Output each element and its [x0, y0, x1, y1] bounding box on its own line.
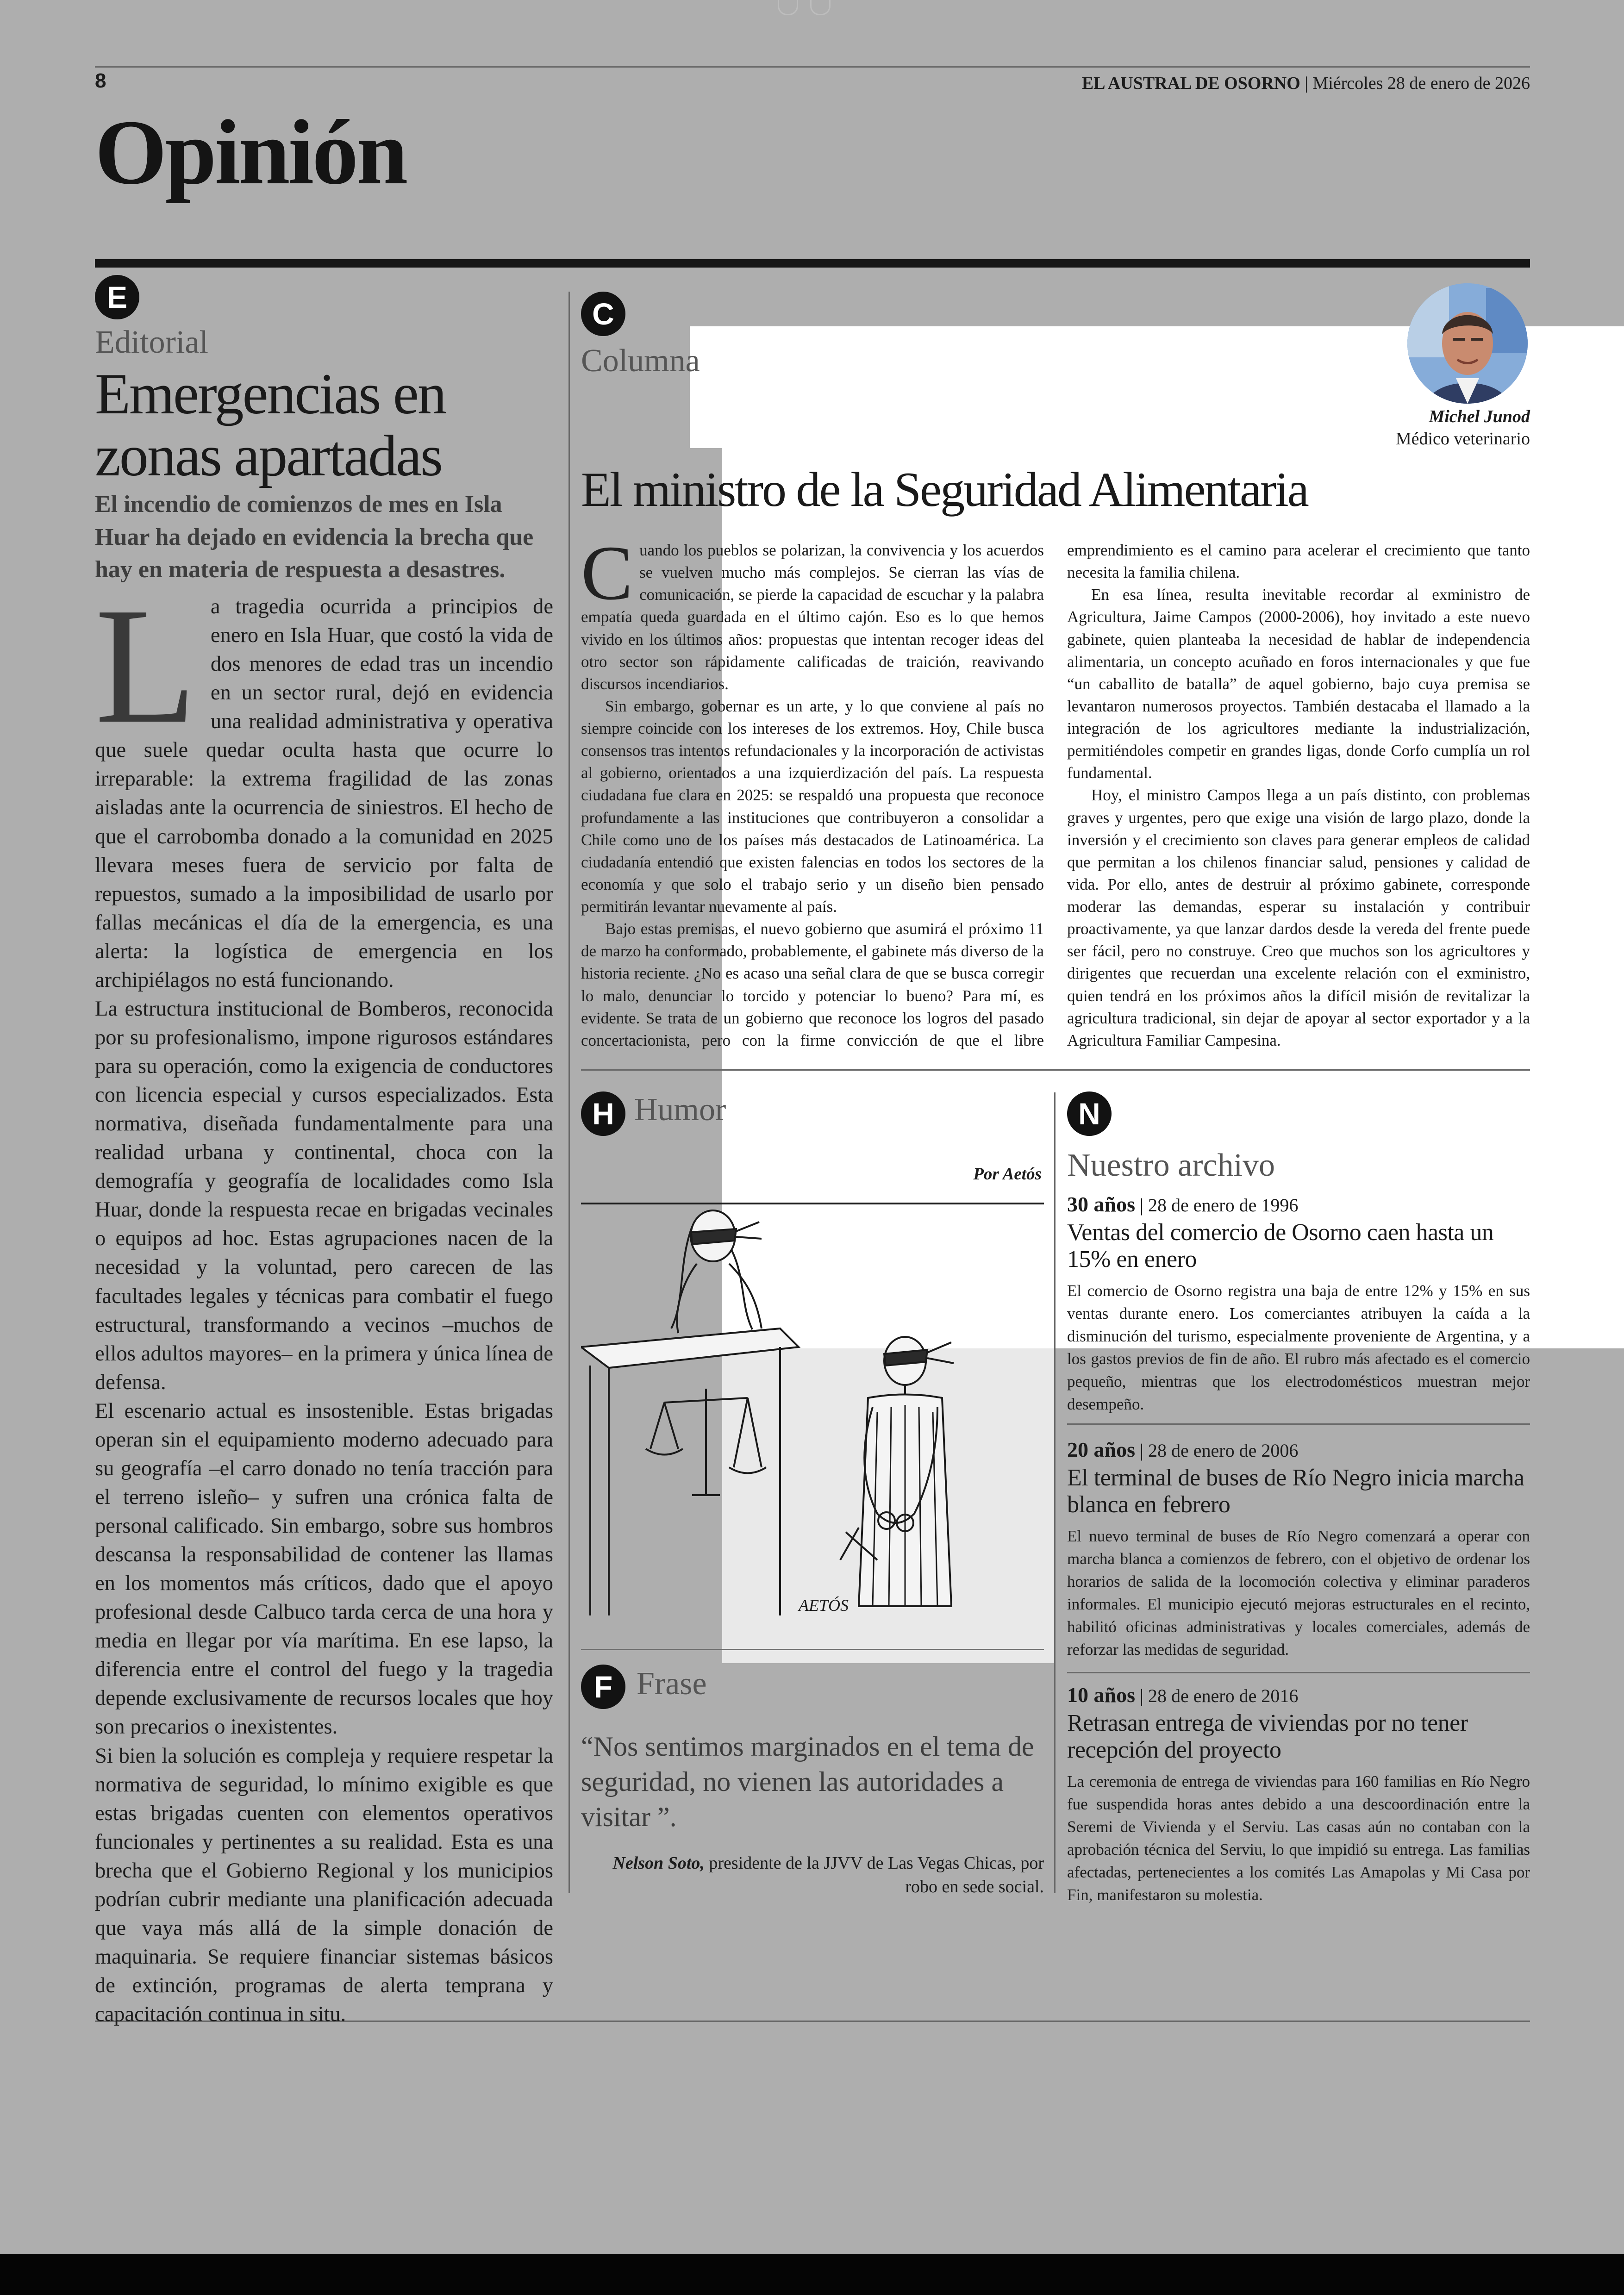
- archive-item-headline: El terminal de buses de Río Negro inicia marcha blanca en febrero: [1067, 1465, 1524, 1518]
- archive-item-years: 10 años: [1067, 1683, 1135, 1707]
- archive-item-date: | 28 de enero de 2016: [1139, 1685, 1299, 1706]
- viewer-bottom-bar: [0, 2254, 1624, 2295]
- archive-item: [1067, 1437, 1530, 1661]
- archive-item-text: El comercio de Osorno registra una baja de entre 12% y 15% en sus ventas durante enero. Los comerciantes atribuyen la caída a la disminución del turismo, especialmente proveniente de Argentina, y a los gastos previos de fin de año. El rubro más afectado es el comercio pequeño, mientras que los electrodomésticos muestran mejor desempeño.: [1067, 1282, 1530, 1414]
- humor-byline: Por Aetós: [973, 1165, 1042, 1184]
- frase-attr-name: Nelson Soto,: [612, 1853, 705, 1873]
- column-drop-cap: C: [581, 530, 633, 616]
- archive-item-years: 20 años: [1067, 1438, 1135, 1461]
- column-paragraph: [581, 530, 1044, 695]
- author-photo: [1407, 283, 1528, 404]
- column-p1: uando los pueblos se polarizan, la convivencia y los acuerdos se vuelven mucho más complejos. Se cierran las vías de comunicación, se pierde la capacidad de escuchar y la palabra empatía queda guardada en el último cajón. Eso es lo que hemos vivido en los últimos años: propuestas que intentan recoger ideas del otro sector son rápidamente calificadas de traición, reavivando discursos incendiarios.: [581, 541, 1044, 693]
- frase-quote: “Nos sentimos marginados en el tema de seguridad, no vienen las autoridades a visitar ”.: [581, 1731, 1034, 1833]
- divider-column-bottom: [581, 1069, 1530, 1071]
- archive-badge: N: [1067, 1091, 1112, 1136]
- divider-archive-2: [1067, 1672, 1530, 1673]
- editorial-badge: E: [95, 275, 139, 319]
- archive-item-meta: [1067, 1437, 1530, 1462]
- editorial-p3: El escenario actual es insostenible. Estas brigadas operan sin el equipamiento moderno adecuado para su geografía –el carro donado no tenía tracción para el terreno isleño– y sufren una crónica falta de personal calificado. Sin embargo, sobre sus hombros descansa la responsabilidad de contener las llamas en los momentos más críticos, dado que el apoyo profesional desde Calbuco tarda cerca de una hora y media en llegar por vía marítima. En ese lapso, la diferencia entre el control del fuego y la tragedia depende exclusivamente de recursos locales que hoy son precarios o inexistentes.: [95, 1399, 553, 1739]
- editorial-p1: a tragedia ocurrida a principios de enero en Isla Huar, que costó la vida de dos menores de edad tras un incendio en un sector rural, dejó en evidencia una realidad administrativa y operativa que suele quedar oculta hasta que ocurre lo irreparable: la extrema fragilidad de las zonas aisladas ante la ocurrencia de siniestros. El hecho de que el carrobomba donado a la comunidad en 2025 llevara meses fuera de servicio por falta de repuestos, sumado a la imposibilidad de usarlo por fallas mecánicas el día de la emergencia, es una alerta: la logística de emergencia en los archipiélagos no está funcionando.: [95, 595, 553, 992]
- archive-item-text: El nuevo terminal de buses de Río Negro comenzará a operar con marcha blanca a comienzos de febrero, con el objetivo de ordenar los horarios de salida de la locomoción colectiva y eliminar paraderos informales. El municipio ejecutó mejoras estructurales en el recinto, habilitó oficinas administrativas y locales comerciales, además de reforzar las medidas de seguridad.: [1067, 1527, 1530, 1659]
- editorial-p2: La estructura institucional de Bomberos, reconocida por su profesionalismo, impone rigurosos estándares para su operación, como la exigencia de conductores con licencia especial y cursos especializados. Esta normativa, diseñada fundamentalmente para una realidad urbana y continental, choca con la demografía y geografía de localidades como Isla Huar, donde la respuesta recae en brigadas vecinales o equipos ad hoc. Estas agrupaciones nacen de la necesidad y la voluntad, pero carecen de las facultades legales y técnicas para combatir el fuego estructural, transformando a vecinos –muchos de ellos adultos mayores– en la primera y única línea de defensa.: [95, 997, 553, 1394]
- archive-item-years: 30 años: [1067, 1192, 1135, 1216]
- archive-label: Nuestro archivo: [1067, 1148, 1275, 1183]
- archive-item-meta: [1067, 1192, 1530, 1216]
- column-p4: En esa línea, resulta inevitable recordar al exministro de Agricultura, Jaime Campos (2000-2006), hoy invitado a este nuevo gabinete, quien planteaba la necesidad de hablar de independencia alimentaria, un concepto acuñado en foros internacionales y que fue “un caballito de batalla” de aquel gobierno, bajo cuya premisa se levantaron numerosos proyectos. También destacaba el llamado a la integración de los agricultores mediante la industrialización, permitiéndoles competir en grandes ligas, donde Corfo cumplía un rol fundamental.: [1067, 586, 1530, 782]
- archive-item-text: La ceremonia de entrega de viviendas para 160 familias en Río Negro fue suspendida horas antes debido a una descoordinación entre la Seremi de Vivienda y el Serviu. Las casas aún no contaban con la aprobación técnica del Serviu, lo que impidió su entrega. Las familias afectadas, pertenecientes a los comités Las Amapolas y Mi Casa por Fin, manifestaron su molestia.: [1067, 1772, 1530, 1904]
- divider-editorial: [568, 292, 570, 1893]
- column-badge: C: [581, 292, 625, 336]
- next-page-icon[interactable]: [810, 0, 831, 15]
- archive-item: [1067, 1683, 1530, 1906]
- frase-attr-role: presidente de la JJVV de Las Vegas Chicas, por robo en sede social.: [704, 1853, 1044, 1897]
- humor-badge: H: [581, 1091, 625, 1136]
- header-rule: [95, 66, 1530, 68]
- archive-item-headline: Ventas del comercio de Osorno caen hasta un 15% en enero: [1067, 1219, 1494, 1273]
- paper-name: EL AUSTRAL DE OSORNO: [1081, 74, 1300, 93]
- frase-label: Frase: [637, 1666, 707, 1702]
- archive-item: [1067, 1192, 1530, 1416]
- archive-item-headline: Retrasan entrega de viviendas por no tener recepción del proyecto: [1067, 1710, 1468, 1764]
- page-number: 8: [95, 69, 106, 92]
- editorial-p4: Si bien la solución es compleja y requiere respetar la normativa de seguridad, lo mínimo exigible es que estas brigadas cuenten con elementos operativos funcionales y pertinentes a su realidad. Esta es una brecha que el Gobierno Regional y los municipios podrían cubrir mediante una planificación adecuada que vaya más allá de la simple donación de maquinaria. Se requiere financiar sistemas básicos de extinción, programas de alerta temprana y capacitación continua in situ.: [95, 1744, 553, 2027]
- section-title: Opinión: [95, 101, 406, 204]
- issue-date: Miércoles 28 de enero de 2026: [1312, 74, 1530, 93]
- column-p5: Hoy, el ministro Campos llega a un país distinto, con problemas graves y urgentes, pero que exige una visión de largo plazo, donde la inversión y el crecimiento son claves para generar empleos de calidad que permitan a los chilenos financiar salud, pensiones y calidad de vida. Por ello, antes de destruir al próximo gabinete, corresponde moderar las demandas, esperar su instalación y contribuir proactivamente, ya que lanzar dardos desde la vereda del frente puede ser fácil, pero no construye. Creo que muchos son los agricultores y dirigentes que recuerdan una excelente relación con el exministro, quien tendrá en los próximos años la difícil misión de revitalizar la agricultura tradicional, sin dejar de apoyar al sector exportador y a la Agricultura Familiar Campesina.: [1067, 786, 1530, 1049]
- humor-cartoon: [581, 1208, 1044, 1632]
- column-body: [581, 530, 1530, 1052]
- editorial-headline: Emergencias en zonas apartadas: [95, 362, 445, 488]
- editorial-drop-cap: L: [95, 573, 197, 758]
- prev-page-icon[interactable]: [778, 0, 798, 15]
- archive-item-meta: [1067, 1683, 1530, 1707]
- masthead: EL AUSTRAL DE OSORNO | Miércoles 28 de enero de 2026: [1081, 74, 1530, 93]
- page-nav-handles[interactable]: [778, 0, 843, 14]
- cartoon-signature: AETÓS: [799, 1596, 849, 1615]
- author-role: Médico veterinario: [1395, 429, 1530, 449]
- author-name: Michel Junod: [1429, 407, 1530, 426]
- archive-item-date: | 28 de enero de 2006: [1139, 1440, 1299, 1461]
- column-label: Columna: [581, 343, 700, 379]
- editorial-paragraph: [95, 573, 553, 995]
- divider-frase: [581, 1649, 1044, 1650]
- editorial-deck: El incendio de comienzos de mes en Isla Huar ha dejado en evidencia la brecha que hay en materia de respuesta a desastres.: [95, 491, 534, 583]
- humor-label: Humor: [634, 1092, 726, 1128]
- column-p2: Sin embargo, gobernar es un arte, y lo que conviene al país no siempre coincide con los intereses de los extremos. Hoy, Chile busca consensos tras intentos refundacionales y la incorporación de activistas al gobierno, orientados a una izquierdización del país. La respuesta ciudadana fue clara en 2025: se respaldó una propuesta que reconoce profundamente a las instituciones que contribuyeron a consolidar a Chile como uno de los países más destacados de Latinoamérica. La ciudadanía entendió que existen falencias en todos los sectores de la economía y que solo el trabajo serio y un diseño bien pensado permitirán levantar nuevamente al país.: [581, 697, 1044, 916]
- frase-attribution: [581, 1852, 1044, 1899]
- editorial-label: Editorial: [95, 324, 208, 360]
- column-headline: El ministro de la Seguridad Alimentaria: [581, 462, 1308, 517]
- divider-archive-1: [1067, 1423, 1530, 1425]
- section-rule: [95, 259, 1530, 268]
- divider-archive: [1054, 1092, 1056, 1893]
- column-p3: Bajo estas premisas, el nuevo gobierno que asumirá el próximo 11 de marzo ha conformado, probablemente, el gabinete más diverso de la historia reciente. ¿No es acaso una señal clara de que se busca corregir lo malo, denunciar lo torcido y potenciar lo bueno? Para mí, es evidente. Se trata de un gobierno que reconoce los logros del pasado concertacionista, pero con la firme convicción de que el libre emprendimiento es el camino para acelerar el crecimiento que tanto necesita la familia chilena.: [581, 541, 1530, 1049]
- editorial-body: [95, 573, 553, 2029]
- divider-humor: [581, 1203, 1044, 1204]
- archive-item-date: | 28 de enero de 1996: [1139, 1195, 1299, 1216]
- frase-badge: F: [581, 1665, 625, 1709]
